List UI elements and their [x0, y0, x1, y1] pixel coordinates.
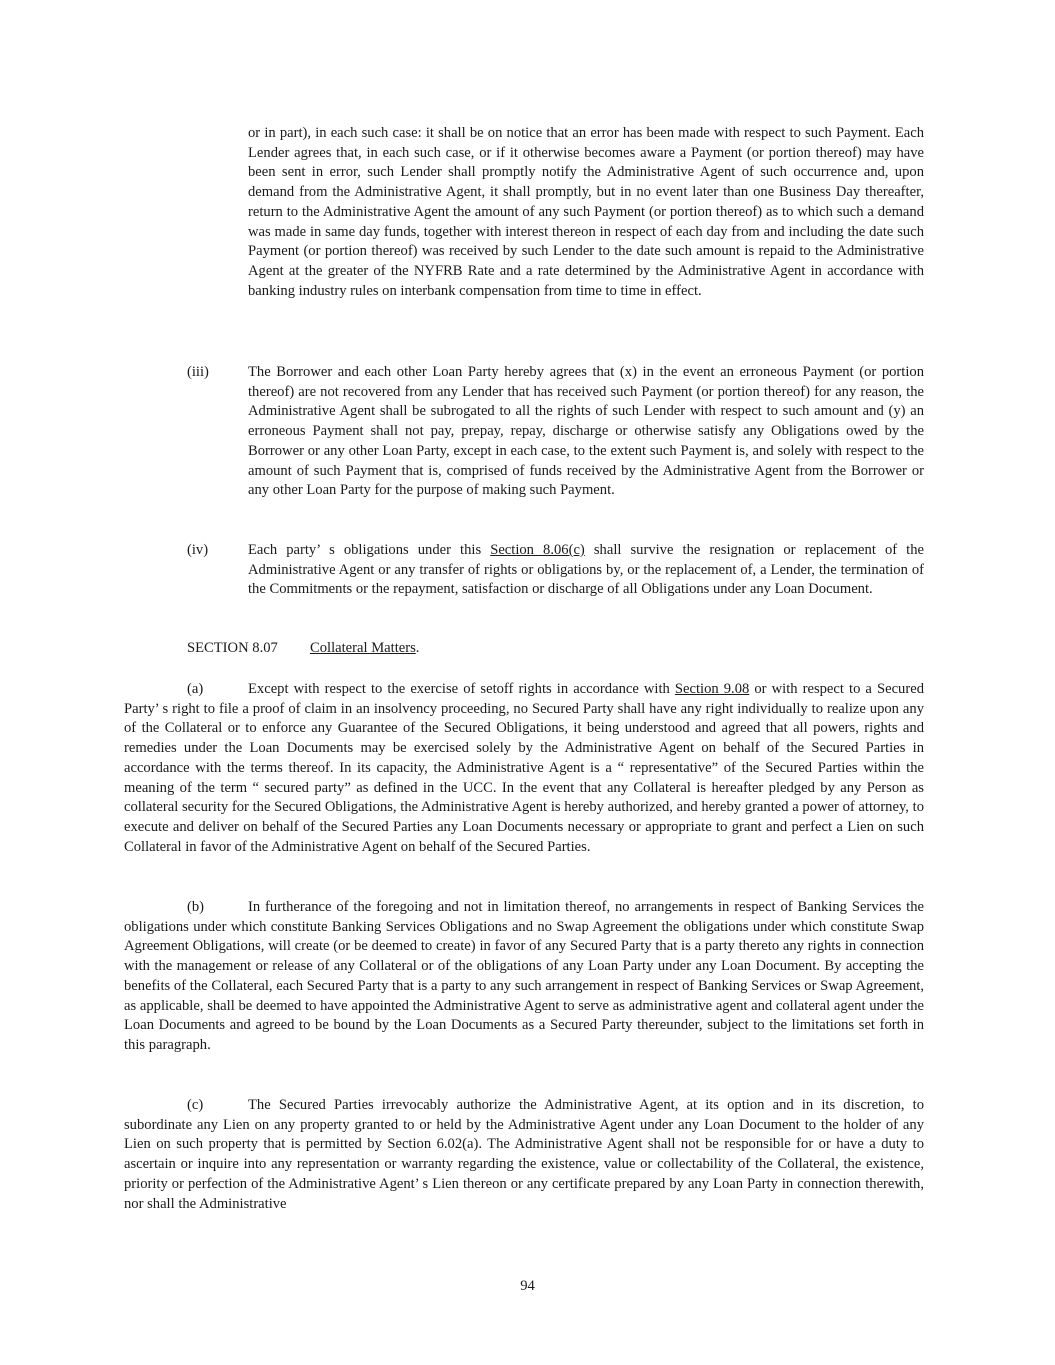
section-reference-link[interactable]: Section 8.06(c): [490, 542, 585, 558]
paragraph-label: (c): [187, 1097, 204, 1113]
paragraph-text-after: or with respect to a Secured Party’ s right to file a proof of claim in an insolvency proceeding, no Secured Party shall have any right individually to realize upon any of the Collateral or to enforce any Guarantee of the Secured Obligations, it being understood and agreed that all powers, rights and remedies under the Loan Documents may be exercised solely by the Administrative Agent on behalf of the Secured Parties in accordance with the terms thereof. In its capacity, the Administrative Agent is a “ representative” of the Secured Parties within the meaning of the term “ secured party” as defined in the UCC. In the event that any Collateral is hereafter pledged by any Person as collateral security for the Secured Obligations, the Administrative Agent is hereby authorized, and hereby granted a power of attorney, to execute and deliver on behalf of the Secured Parties any Loan Documents necessary or appropriate to grant and perfect a Lien on such Collateral in favor of the Administrative Agent on behalf of the Secured Parties.: [124, 681, 924, 855]
paragraph-label: (b): [187, 899, 205, 915]
list-item-text: The Borrower and each other Loan Party hereby agrees that (x) in the event an erroneous Payment (or portion thereof) are not recovered from any Lender that has received such Payment (or portion thereof) for any reason, the Administrative Agent shall be subrogated to all the rights of such Lender with respect to such amount and (y) an erroneous Payment shall not pay, prepay, repay, discharge or otherwise satisfy any Obligations owed by the Borrower or any other Loan Party, except in each case, to the extent such Payment is, and solely with respect to the amount of such Payment that is, comprised of funds received by the Administrative Agent from the Borrower or any other Loan Party for the purpose of making such Payment.: [248, 364, 924, 499]
list-item-label: (iii): [187, 364, 209, 380]
section-reference-link[interactable]: Section 9.08: [674, 681, 750, 697]
section-number: SECTION 8.07: [187, 640, 278, 656]
paragraph-label: (a): [187, 681, 204, 697]
paragraph-text: The Secured Parties irrevocably authorize the Administrative Agent, at its option and in its discretion, to subordinate any Lien on any property granted to or held by the Administrative Agent under any Loan Document to the holder of any Lien on such property that is permitted by Section 6.02(a). The Administrative Agent shall not be responsible for or have a duty to ascertain or inquire into any representation or warranty regarding the existence, value or collectability of the Collateral, the existence, priority or perfection of the Administrative Agent’ s Lien thereon or any certificate prepared by any Loan Party in connection therewith, nor shall the Administrative: [124, 1097, 924, 1212]
paragraph-text-before: Except with respect to the exercise of setoff rights in accordance with: [248, 681, 675, 697]
list-item-text: [248, 541, 924, 600]
paragraph-c: [124, 1096, 924, 1214]
paragraph-text: In furtherance of the foregoing and not in limitation thereof, no arrangements in respect of Banking Services the obligations under which constitute Banking Services Obligations and no Swap Agreement the obligations under which constitute Swap Agreement Obligations, will create (or be deemed to create) in favor of any Secured Party that is a party thereto any rights in connection with the management or release of any Collateral or of the obligations of any Loan Party under any Loan Document. By accepting the benefits of the Collateral, each Secured Party that is a party to any such arrangement in respect of Banking Services or Swap Agreement, as applicable, shall be deemed to have appointed the Administrative Agent to serve as administrative agent and collateral agent under the Loan Documents and agreed to be bound by the Loan Documents as a Secured Party thereunder, subject to the limitations set forth in this paragraph.: [124, 899, 924, 1053]
paragraph-a: [124, 680, 924, 857]
paragraph-b: [124, 898, 924, 1056]
section-title: Collateral Matters: [310, 640, 416, 656]
list-item-text-before: Each party’ s obligations under this: [248, 542, 491, 558]
section-title-period: .: [415, 640, 420, 656]
page-number: 94: [520, 1278, 535, 1294]
continuation-paragraph: or in part), in each such case: it shall be on notice that an error has been made with respect to such Payment. Each Lender agrees that, in each such case, or if it otherwise becomes aware a Payment (or portion thereof) may have been sent in error, such Lender shall promptly notify the Administrative Agent of such occurrence and, upon demand from the Administrative Agent, it shall promptly, but in no event later than one Business Day thereafter, return to the Administrative Agent the amount of any such Payment (or portion thereof) as to which such a demand was made in same day funds, together with interest thereon in respect of each day from and including the date such Payment (or portion thereof) was received by such Lender to the date such amount is repaid to the Administrative Agent at the greater of the NYFRB Rate and a rate determined by the Administrative Agent in accordance with banking industry rules on interbank compensation from time to time in effect.: [248, 125, 924, 299]
section-heading: [187, 639, 419, 659]
list-item-label: (iv): [187, 542, 209, 558]
list-item-text-after: shall survive the resignation or replacement of the Administrative Agent or any transfer of rights or obligations by, or the replacement of, a Lender, the termination of the Commitments or the repayment, satisfaction or discharge of all Obligations under any Loan Document.: [248, 542, 924, 598]
